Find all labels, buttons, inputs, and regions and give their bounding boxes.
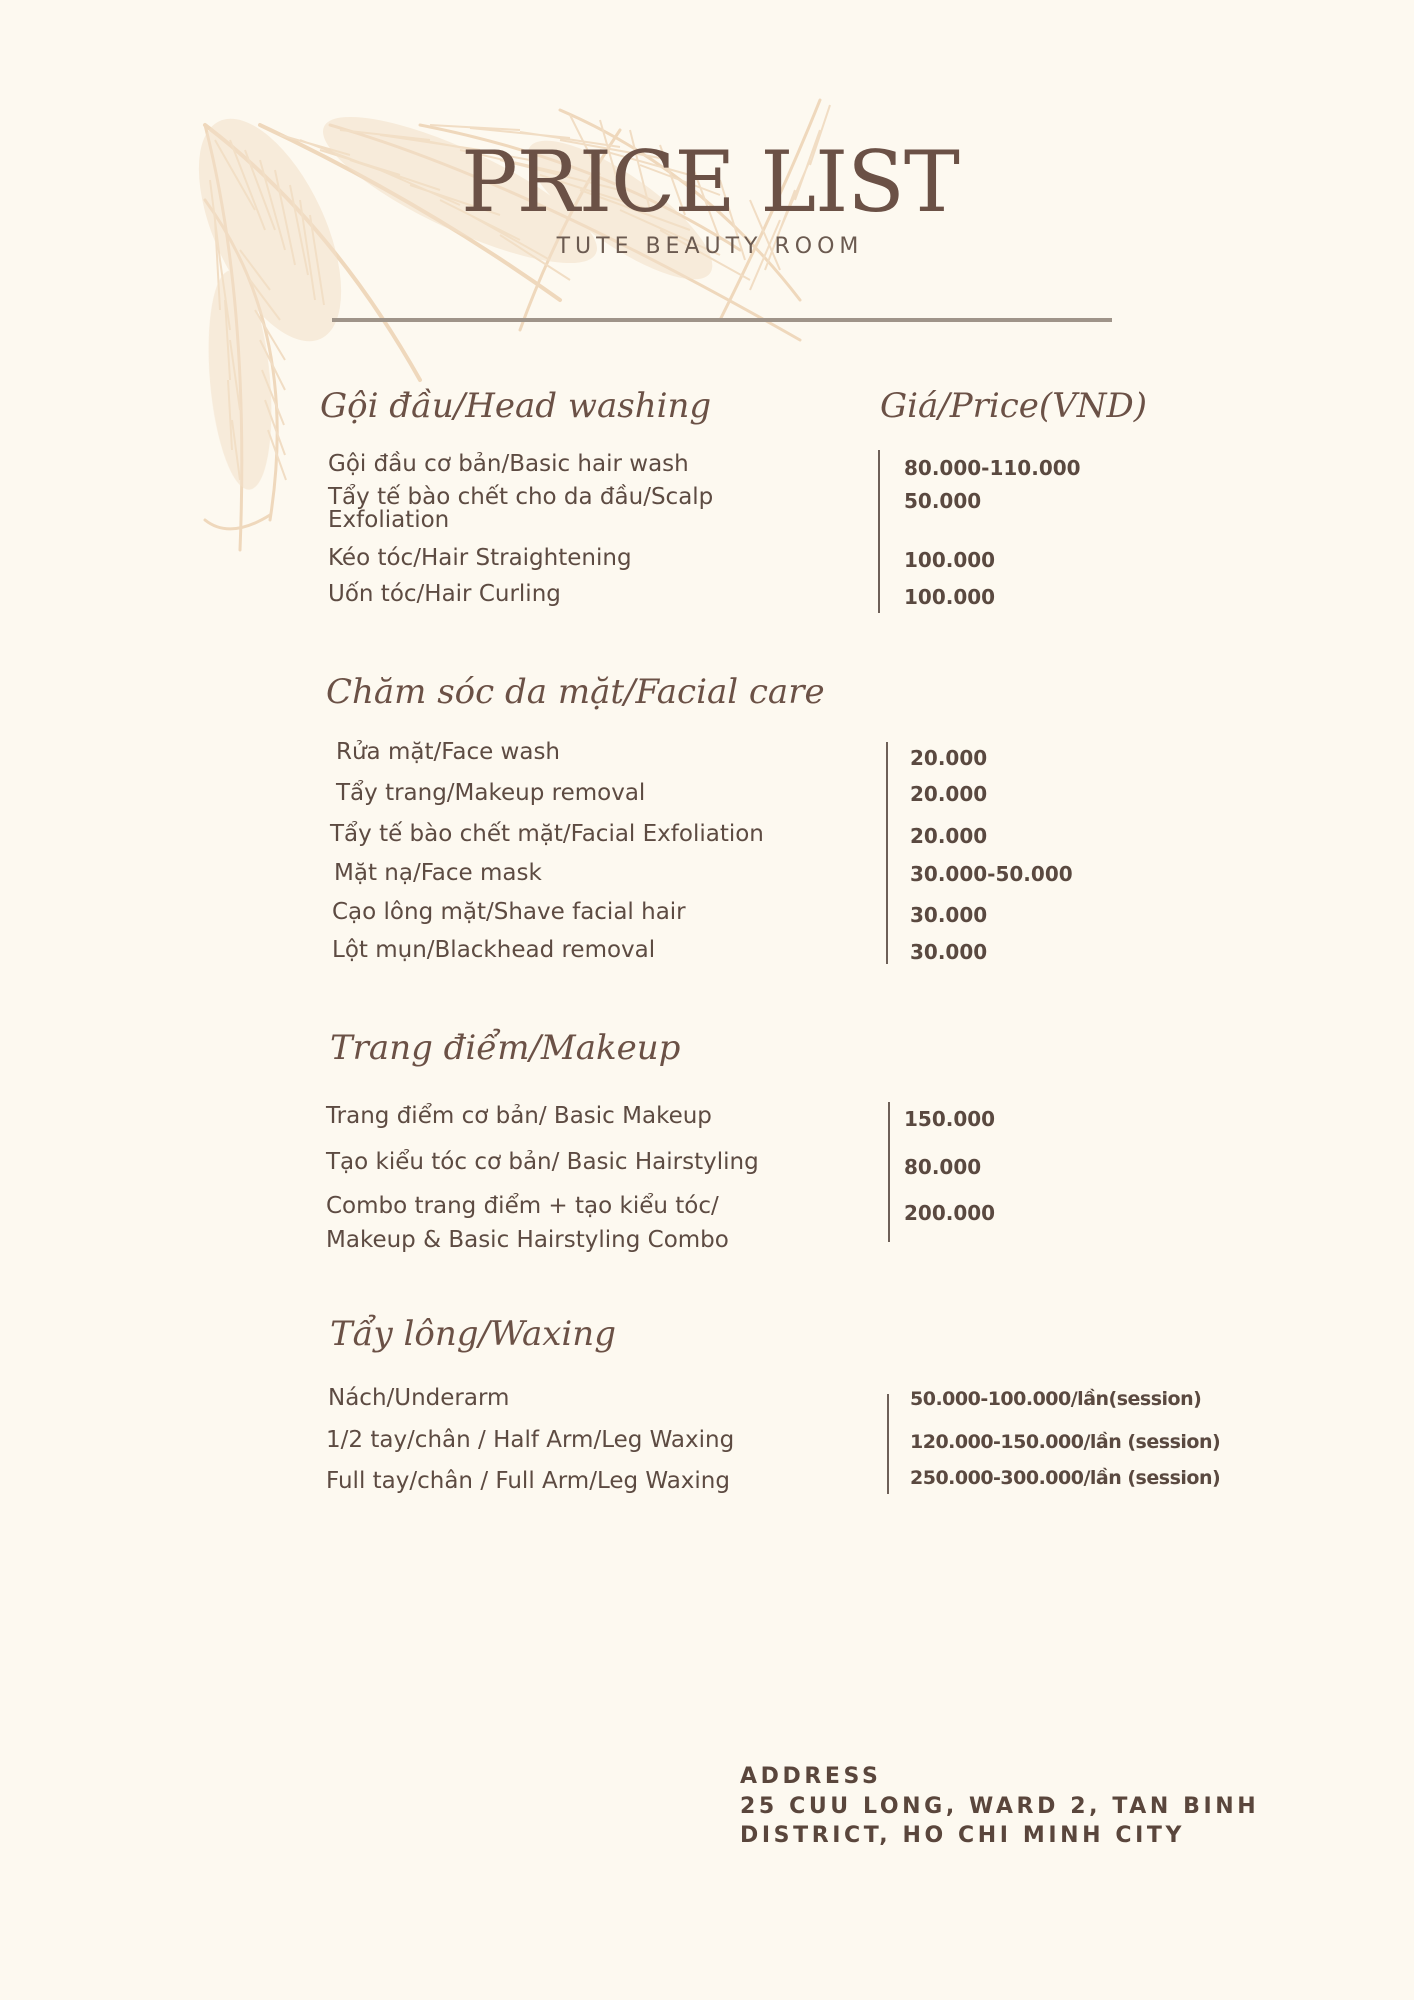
- service-price: 30.000: [910, 903, 988, 927]
- page-subtitle: TUTE BEAUTY ROOM: [556, 234, 864, 259]
- service-name: Mặt nạ/Face mask: [334, 860, 542, 886]
- service-price: 120.000-150.000/lần (session): [910, 1431, 1221, 1453]
- price-divider: [886, 742, 888, 964]
- service-price: 200.000: [904, 1201, 996, 1225]
- section-title-head-washing: Gội đầu/Head washing: [320, 386, 712, 426]
- section-title-facial-care: Chăm sóc da mặt/Facial care: [326, 672, 825, 712]
- service-name: Tẩy tế bào chết cho da đầu/Scalp: [328, 484, 714, 510]
- service-name: Lột mụn/Blackhead removal: [332, 937, 656, 963]
- address-line-2: DISTRICT, HO CHI MINH CITY: [740, 1823, 1186, 1848]
- service-price: 30.000: [910, 940, 988, 964]
- service-price: 50.000-100.000/lần(session): [910, 1388, 1202, 1410]
- service-name: Kéo tóc/Hair Straightening: [328, 545, 632, 571]
- service-name: Tẩy trang/Makeup removal: [336, 780, 646, 806]
- address-label: ADDRESS: [740, 1764, 882, 1789]
- address-line-1: 25 CUU LONG, WARD 2, TAN BINH: [740, 1794, 1260, 1819]
- service-name-line2: Exfoliation: [328, 507, 450, 533]
- service-name: Rửa mặt/Face wash: [336, 739, 561, 765]
- price-divider: [887, 1394, 889, 1494]
- service-name: Tạo kiểu tóc cơ bản/ Basic Hairstyling: [326, 1149, 759, 1175]
- service-price: 100.000: [904, 585, 996, 609]
- service-price: 100.000: [904, 548, 996, 572]
- service-name: Full tay/chân / Full Arm/Leg Waxing: [326, 1468, 730, 1494]
- service-name: Tẩy tế bào chết mặt/Facial Exfoliation: [330, 821, 764, 847]
- service-price: 150.000: [904, 1107, 996, 1131]
- price-column-header: Giá/Price(VND): [880, 386, 1148, 426]
- section-title-waxing: Tẩy lông/Waxing: [330, 1314, 616, 1354]
- service-price: 20.000: [910, 746, 988, 770]
- section-title-makeup: Trang điểm/Makeup: [330, 1028, 681, 1068]
- service-name: Gội đầu cơ bản/Basic hair wash: [328, 451, 689, 477]
- service-price: 80.000-110.000: [904, 456, 1081, 480]
- service-name: Nách/Underarm: [328, 1385, 510, 1411]
- service-price: 250.000-300.000/lần (session): [910, 1467, 1221, 1489]
- page-title: PRICE LIST: [461, 133, 959, 231]
- service-name: 1/2 tay/chân / Half Arm/Leg Waxing: [326, 1427, 735, 1453]
- service-name-line2: Makeup & Basic Hairstyling Combo: [326, 1227, 729, 1253]
- service-name: Trang điểm cơ bản/ Basic Makeup: [326, 1103, 712, 1129]
- service-name: Combo trang điểm + tạo kiểu tóc/: [326, 1193, 719, 1219]
- service-name: Cạo lông mặt/Shave facial hair: [332, 899, 686, 925]
- price-divider: [878, 450, 880, 613]
- service-price: 20.000: [910, 824, 988, 848]
- service-price: 50.000: [904, 489, 982, 513]
- header-divider: [332, 318, 1112, 322]
- service-price: 80.000: [904, 1155, 982, 1179]
- service-price: 20.000: [910, 782, 988, 806]
- service-price: 30.000-50.000: [910, 862, 1073, 886]
- service-name: Uốn tóc/Hair Curling: [328, 581, 561, 607]
- price-divider: [888, 1102, 890, 1242]
